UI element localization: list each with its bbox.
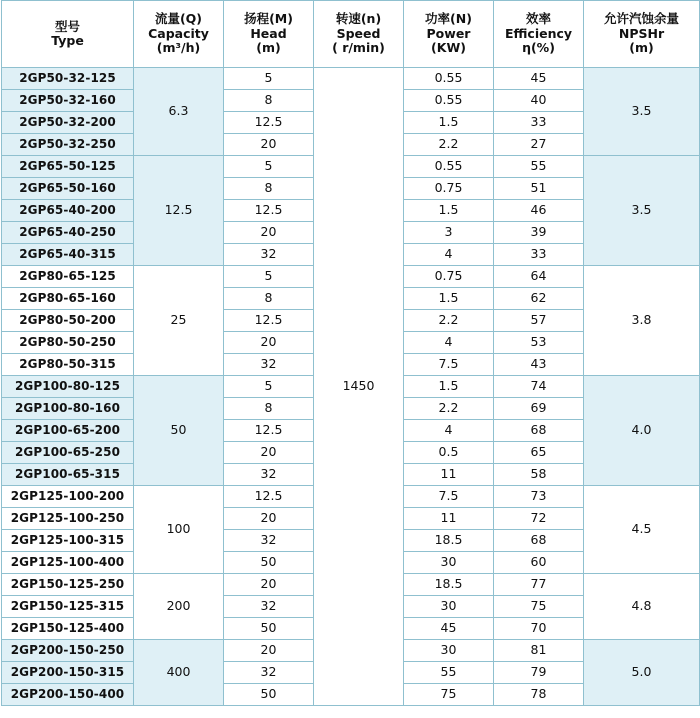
type-cell: 2GP150-125-400 (2, 618, 134, 640)
type-cell: 2GP100-80-160 (2, 398, 134, 420)
header-efficiency-en: Efficiency (504, 25, 573, 41)
type-cell: 2GP100-80-125 (2, 376, 134, 398)
head-cell: 5 (224, 266, 314, 288)
table-header (2, 1, 700, 68)
head-cell: 20 (224, 640, 314, 662)
efficiency-cell: 62 (494, 288, 584, 310)
header-speed (314, 1, 404, 68)
head-cell: 20 (224, 332, 314, 354)
npshr-cell: 5.0 (584, 640, 700, 706)
header-efficiency (494, 1, 584, 68)
power-cell: 0.75 (404, 178, 494, 200)
efficiency-cell: 53 (494, 332, 584, 354)
head-cell: 8 (224, 90, 314, 112)
type-cell: 2GP65-50-125 (2, 156, 134, 178)
power-cell: 7.5 (404, 354, 494, 376)
head-cell: 32 (224, 530, 314, 552)
power-cell: 2.2 (404, 398, 494, 420)
power-cell: 7.5 (404, 486, 494, 508)
capacity-cell: 400 (134, 640, 224, 706)
power-cell: 30 (404, 640, 494, 662)
efficiency-cell: 27 (494, 134, 584, 156)
efficiency-cell: 81 (494, 640, 584, 662)
power-cell: 2.2 (404, 134, 494, 156)
power-cell: 18.5 (404, 530, 494, 552)
power-cell: 55 (404, 662, 494, 684)
efficiency-cell: 60 (494, 552, 584, 574)
type-cell: 2GP125-100-250 (2, 508, 134, 530)
header-capacity-en: Capacity (148, 25, 209, 41)
header-speed-en: Speed (336, 25, 381, 41)
efficiency-cell: 72 (494, 508, 584, 530)
power-cell: 1.5 (404, 376, 494, 398)
header-capacity-unit: (m³/h) (156, 40, 201, 56)
head-cell: 32 (224, 662, 314, 684)
head-cell: 50 (224, 552, 314, 574)
type-cell: 2GP150-125-250 (2, 574, 134, 596)
power-cell: 0.5 (404, 442, 494, 464)
header-efficiency-unit: η(%) (522, 40, 555, 56)
header-head (224, 1, 314, 68)
power-cell: 75 (404, 684, 494, 706)
head-cell: 50 (224, 684, 314, 706)
npshr-cell: 4.0 (584, 376, 700, 486)
head-cell: 8 (224, 178, 314, 200)
header-speed-cn: 转速(n) (335, 11, 382, 27)
head-cell: 32 (224, 596, 314, 618)
type-cell: 2GP200-150-250 (2, 640, 134, 662)
header-type-en: Type (51, 33, 84, 48)
head-cell: 32 (224, 464, 314, 486)
power-cell: 1.5 (404, 288, 494, 310)
header-head-cn: 扬程(M) (244, 11, 293, 27)
head-cell: 32 (224, 354, 314, 376)
header-efficiency-cn: 效率 (525, 11, 551, 27)
table-body (2, 68, 700, 706)
power-cell: 4 (404, 332, 494, 354)
power-cell: 11 (404, 508, 494, 530)
header-power-en: Power (426, 25, 471, 41)
capacity-cell: 100 (134, 486, 224, 574)
type-cell: 2GP65-50-160 (2, 178, 134, 200)
header-npshr-cn: 允许汽蚀余量 (603, 11, 679, 27)
head-cell: 8 (224, 288, 314, 310)
npshr-cell: 3.5 (584, 156, 700, 266)
efficiency-cell: 45 (494, 68, 584, 90)
power-cell: 0.55 (404, 90, 494, 112)
type-cell: 2GP65-40-200 (2, 200, 134, 222)
header-capacity-cn: 流量(Q) (154, 11, 203, 27)
header-capacity (134, 1, 224, 68)
efficiency-cell: 65 (494, 442, 584, 464)
type-cell: 2GP125-100-200 (2, 486, 134, 508)
power-cell: 1.5 (404, 200, 494, 222)
head-cell: 5 (224, 68, 314, 90)
header-power-unit: (KW) (431, 40, 466, 56)
header-npshr (584, 1, 700, 68)
header-head-en: Head (250, 25, 287, 41)
power-cell: 4 (404, 420, 494, 442)
efficiency-cell: 33 (494, 112, 584, 134)
header-type-cn: 型号 (54, 18, 80, 34)
head-cell: 12.5 (224, 420, 314, 442)
type-cell: 2GP80-50-200 (2, 310, 134, 332)
head-cell: 20 (224, 134, 314, 156)
power-cell: 1.5 (404, 112, 494, 134)
type-cell: 2GP100-65-200 (2, 420, 134, 442)
power-cell: 0.75 (404, 266, 494, 288)
power-cell: 4 (404, 244, 494, 266)
table-row (2, 68, 700, 90)
efficiency-cell: 64 (494, 266, 584, 288)
efficiency-cell: 70 (494, 618, 584, 640)
capacity-cell: 12.5 (134, 156, 224, 266)
head-cell: 50 (224, 618, 314, 640)
type-cell: 2GP150-125-315 (2, 596, 134, 618)
power-cell: 30 (404, 596, 494, 618)
efficiency-cell: 77 (494, 574, 584, 596)
head-cell: 8 (224, 398, 314, 420)
type-cell: 2GP50-32-200 (2, 112, 134, 134)
type-cell: 2GP50-32-250 (2, 134, 134, 156)
header-npshr-en: NPSHr (618, 25, 665, 41)
npshr-cell: 3.8 (584, 266, 700, 376)
efficiency-cell: 51 (494, 178, 584, 200)
power-cell: 0.55 (404, 156, 494, 178)
efficiency-cell: 46 (494, 200, 584, 222)
type-cell: 2GP200-150-400 (2, 684, 134, 706)
head-cell: 12.5 (224, 310, 314, 332)
efficiency-cell: 74 (494, 376, 584, 398)
efficiency-cell: 57 (494, 310, 584, 332)
type-cell: 2GP100-65-315 (2, 464, 134, 486)
capacity-cell: 200 (134, 574, 224, 640)
efficiency-cell: 78 (494, 684, 584, 706)
power-cell: 3 (404, 222, 494, 244)
efficiency-cell: 43 (494, 354, 584, 376)
npshr-cell: 4.5 (584, 486, 700, 574)
head-cell: 20 (224, 574, 314, 596)
power-cell: 0.55 (404, 68, 494, 90)
head-cell: 20 (224, 222, 314, 244)
header-power-cn: 功率(N) (425, 11, 472, 27)
header-speed-unit: ( r/min) (332, 40, 385, 56)
type-cell: 2GP125-100-400 (2, 552, 134, 574)
power-cell: 45 (404, 618, 494, 640)
type-cell: 2GP80-65-160 (2, 288, 134, 310)
head-cell: 5 (224, 156, 314, 178)
type-cell: 2GP50-32-160 (2, 90, 134, 112)
speed-cell: 1450 (314, 68, 404, 706)
type-cell: 2GP80-50-250 (2, 332, 134, 354)
type-cell: 2GP100-65-250 (2, 442, 134, 464)
efficiency-cell: 73 (494, 486, 584, 508)
power-cell: 11 (404, 464, 494, 486)
type-cell: 2GP80-50-315 (2, 354, 134, 376)
head-cell: 12.5 (224, 486, 314, 508)
power-cell: 30 (404, 552, 494, 574)
head-cell: 5 (224, 376, 314, 398)
pump-spec-table (1, 0, 700, 706)
head-cell: 20 (224, 508, 314, 530)
efficiency-cell: 68 (494, 420, 584, 442)
header-type (2, 1, 134, 68)
capacity-cell: 50 (134, 376, 224, 486)
type-cell: 2GP50-32-125 (2, 68, 134, 90)
efficiency-cell: 69 (494, 398, 584, 420)
head-cell: 12.5 (224, 112, 314, 134)
efficiency-cell: 79 (494, 662, 584, 684)
npshr-cell: 3.5 (584, 68, 700, 156)
power-cell: 2.2 (404, 310, 494, 332)
efficiency-cell: 68 (494, 530, 584, 552)
capacity-cell: 6.3 (134, 68, 224, 156)
type-cell: 2GP125-100-315 (2, 530, 134, 552)
npshr-cell: 4.8 (584, 574, 700, 640)
efficiency-cell: 33 (494, 244, 584, 266)
efficiency-cell: 39 (494, 222, 584, 244)
type-cell: 2GP80-65-125 (2, 266, 134, 288)
head-cell: 32 (224, 244, 314, 266)
type-cell: 2GP65-40-250 (2, 222, 134, 244)
header-npshr-unit: (m) (629, 40, 654, 56)
header-head-unit: (m) (256, 40, 281, 56)
type-cell: 2GP65-40-315 (2, 244, 134, 266)
capacity-cell: 25 (134, 266, 224, 376)
efficiency-cell: 40 (494, 90, 584, 112)
efficiency-cell: 55 (494, 156, 584, 178)
header-power (404, 1, 494, 68)
type-cell: 2GP200-150-315 (2, 662, 134, 684)
power-cell: 18.5 (404, 574, 494, 596)
head-cell: 12.5 (224, 200, 314, 222)
efficiency-cell: 75 (494, 596, 584, 618)
efficiency-cell: 58 (494, 464, 584, 486)
head-cell: 20 (224, 442, 314, 464)
